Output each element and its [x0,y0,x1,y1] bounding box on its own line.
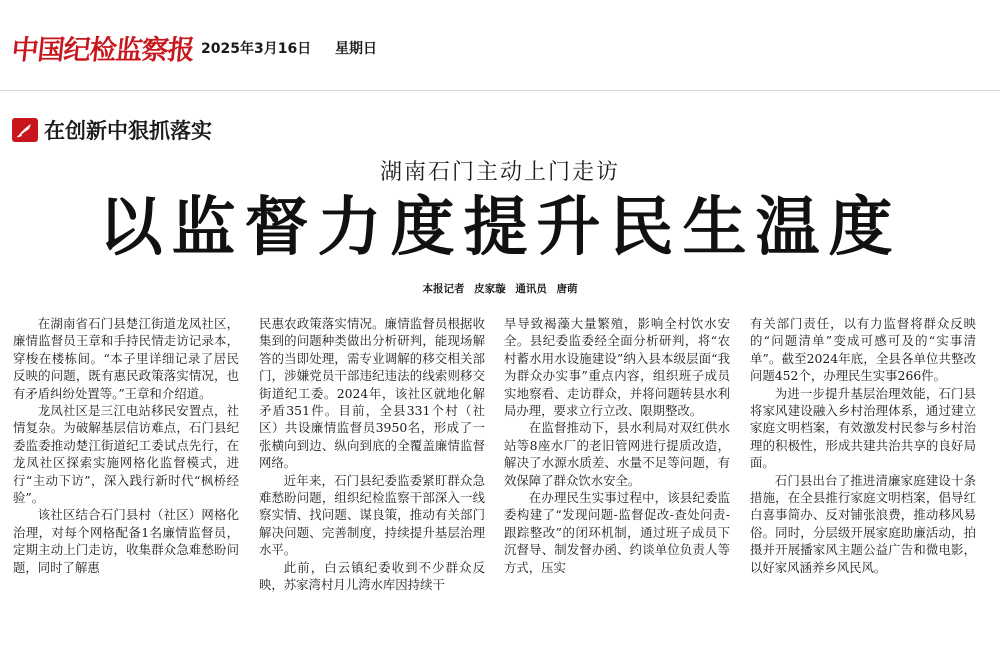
issue-weekday: 星期日 [335,41,377,57]
paragraph: 为进一步提升基层治理效能，石门县将家风建设融入乡村治理体系，通过建立家庭文明档案，有效激发村民参与乡村治理的积极性，形成共建共治共享的良好局面。 [750,385,976,471]
article-column-3 [504,315,730,576]
paragraph: 有关部门责任，以有力监督将群众反映的“问题清单”变成可感可及的“实事清单”。截至2024年底，全县各单位共整改问题452个，办理民生实事266件。 [750,316,976,384]
masthead [0,0,1000,91]
paragraph: 此前，白云镇纪委收到不少群众反映，苏家湾村月儿湾水库因持续干 [259,559,485,593]
issue-date: 2025年3月16日 [201,41,312,57]
reporter-role: 本报记者 [422,283,465,295]
paragraph: 在监督推动下，县水利局对双红供水站等8座水厂的老旧管网进行提质改造，解决了水源水质差、水量不足等问题，有效保障了群众饮水安全。 [504,420,730,488]
article-column-2 [259,315,485,594]
section-label: 在创新中狠抓落实 [44,118,212,143]
article-subtitle: 湖南石门主动上门走访 [379,160,620,185]
correspondent-role: 通讯员 [515,283,547,295]
correspondent-name: 唐萌 [556,283,578,295]
paragraph: 该社区结合石门县村（社区）网格化治理，对每个网格配备1名廉情监督员，定期主动上门走访，收集群众急难愁盼问题，同时了解惠 [13,507,239,575]
article-column-4 [750,315,976,576]
reporter-name: 皮家璇 [474,283,506,295]
paragraph: 旱导致褐藻大量繁殖，影响全村饮水安全。县纪委监委经全面分析研判，将“农村蓄水用水设施建设”纳入县本级层面“我为群众办实事”重点内容，组织班子成员实地察看、走访群众，并将问题转县水利局办理，要求立行立改、限期整改。 [504,316,730,419]
newspaper-logo: 中国纪检监察报 [10,35,196,66]
paragraph: 在办理民生实事过程中，该县纪委监委构建了“发现问题-监督促改-查处问责-跟踪整改”的闭环机制，通过班子成员下沉督导、制发督办函、约谈单位负责人等方式，压实 [504,490,730,575]
article-headline: 以监督力度提升民生温度 [98,190,902,265]
brush-stroke-icon [12,118,38,142]
paragraph: 石门县出台了推进清廉家庭建设十条措施，在全县推行家庭文明档案，倡导红白喜事简办、反对铺张浪费，推动移风易俗。同时，分层级开展家庭助廉活动，拍摄并开展播家风主题公益广告和微电影，以好家风涵养乡风民风。 [750,472,976,575]
paragraph: 民惠农政策落实情况。廉情监督员根据收集到的问题种类做出分析研判，能现场解答的当即处理，需专业调解的移交相关部门，涉嫌党员干部违纪违法的线索则移交街道纪工委。2024年，该社区就地化解矛盾351件。目前，全县331个村（社区）共设廉情监督员3950名，形成了一张横向到边、纵向到底的全覆盖廉情监督网络。 [259,316,485,471]
article-byline [0,281,1000,296]
paragraph: 在湖南省石门县楚江街道龙凤社区，廉情监督员王章和手持民情走访记录本，穿梭在楼栋间。“本子里详细记录了居民反映的问题，既有惠民政策落实情况，也有矛盾纠纷处置等。”王章和介绍道。 [13,316,239,401]
paragraph: 龙凤社区是三江电站移民安置点，社情复杂。为破解基层信访难点，石门县纪委监委推动楚江街道纪工委试点先行，在龙凤社区探索实施网格化监督模式，进行“主动下访”，深入践行新时代“枫桥经验”。 [13,403,239,506]
section-header [12,115,212,145]
paragraph: 近年来，石门县纪委监委紧盯群众急难愁盼问题，组织纪检监察干部深入一线察实情、找问题、谋良策，推动有关部门解决问题、完善制度，持续提升基层治理水平。 [259,472,485,558]
article-column-1 [13,315,239,576]
